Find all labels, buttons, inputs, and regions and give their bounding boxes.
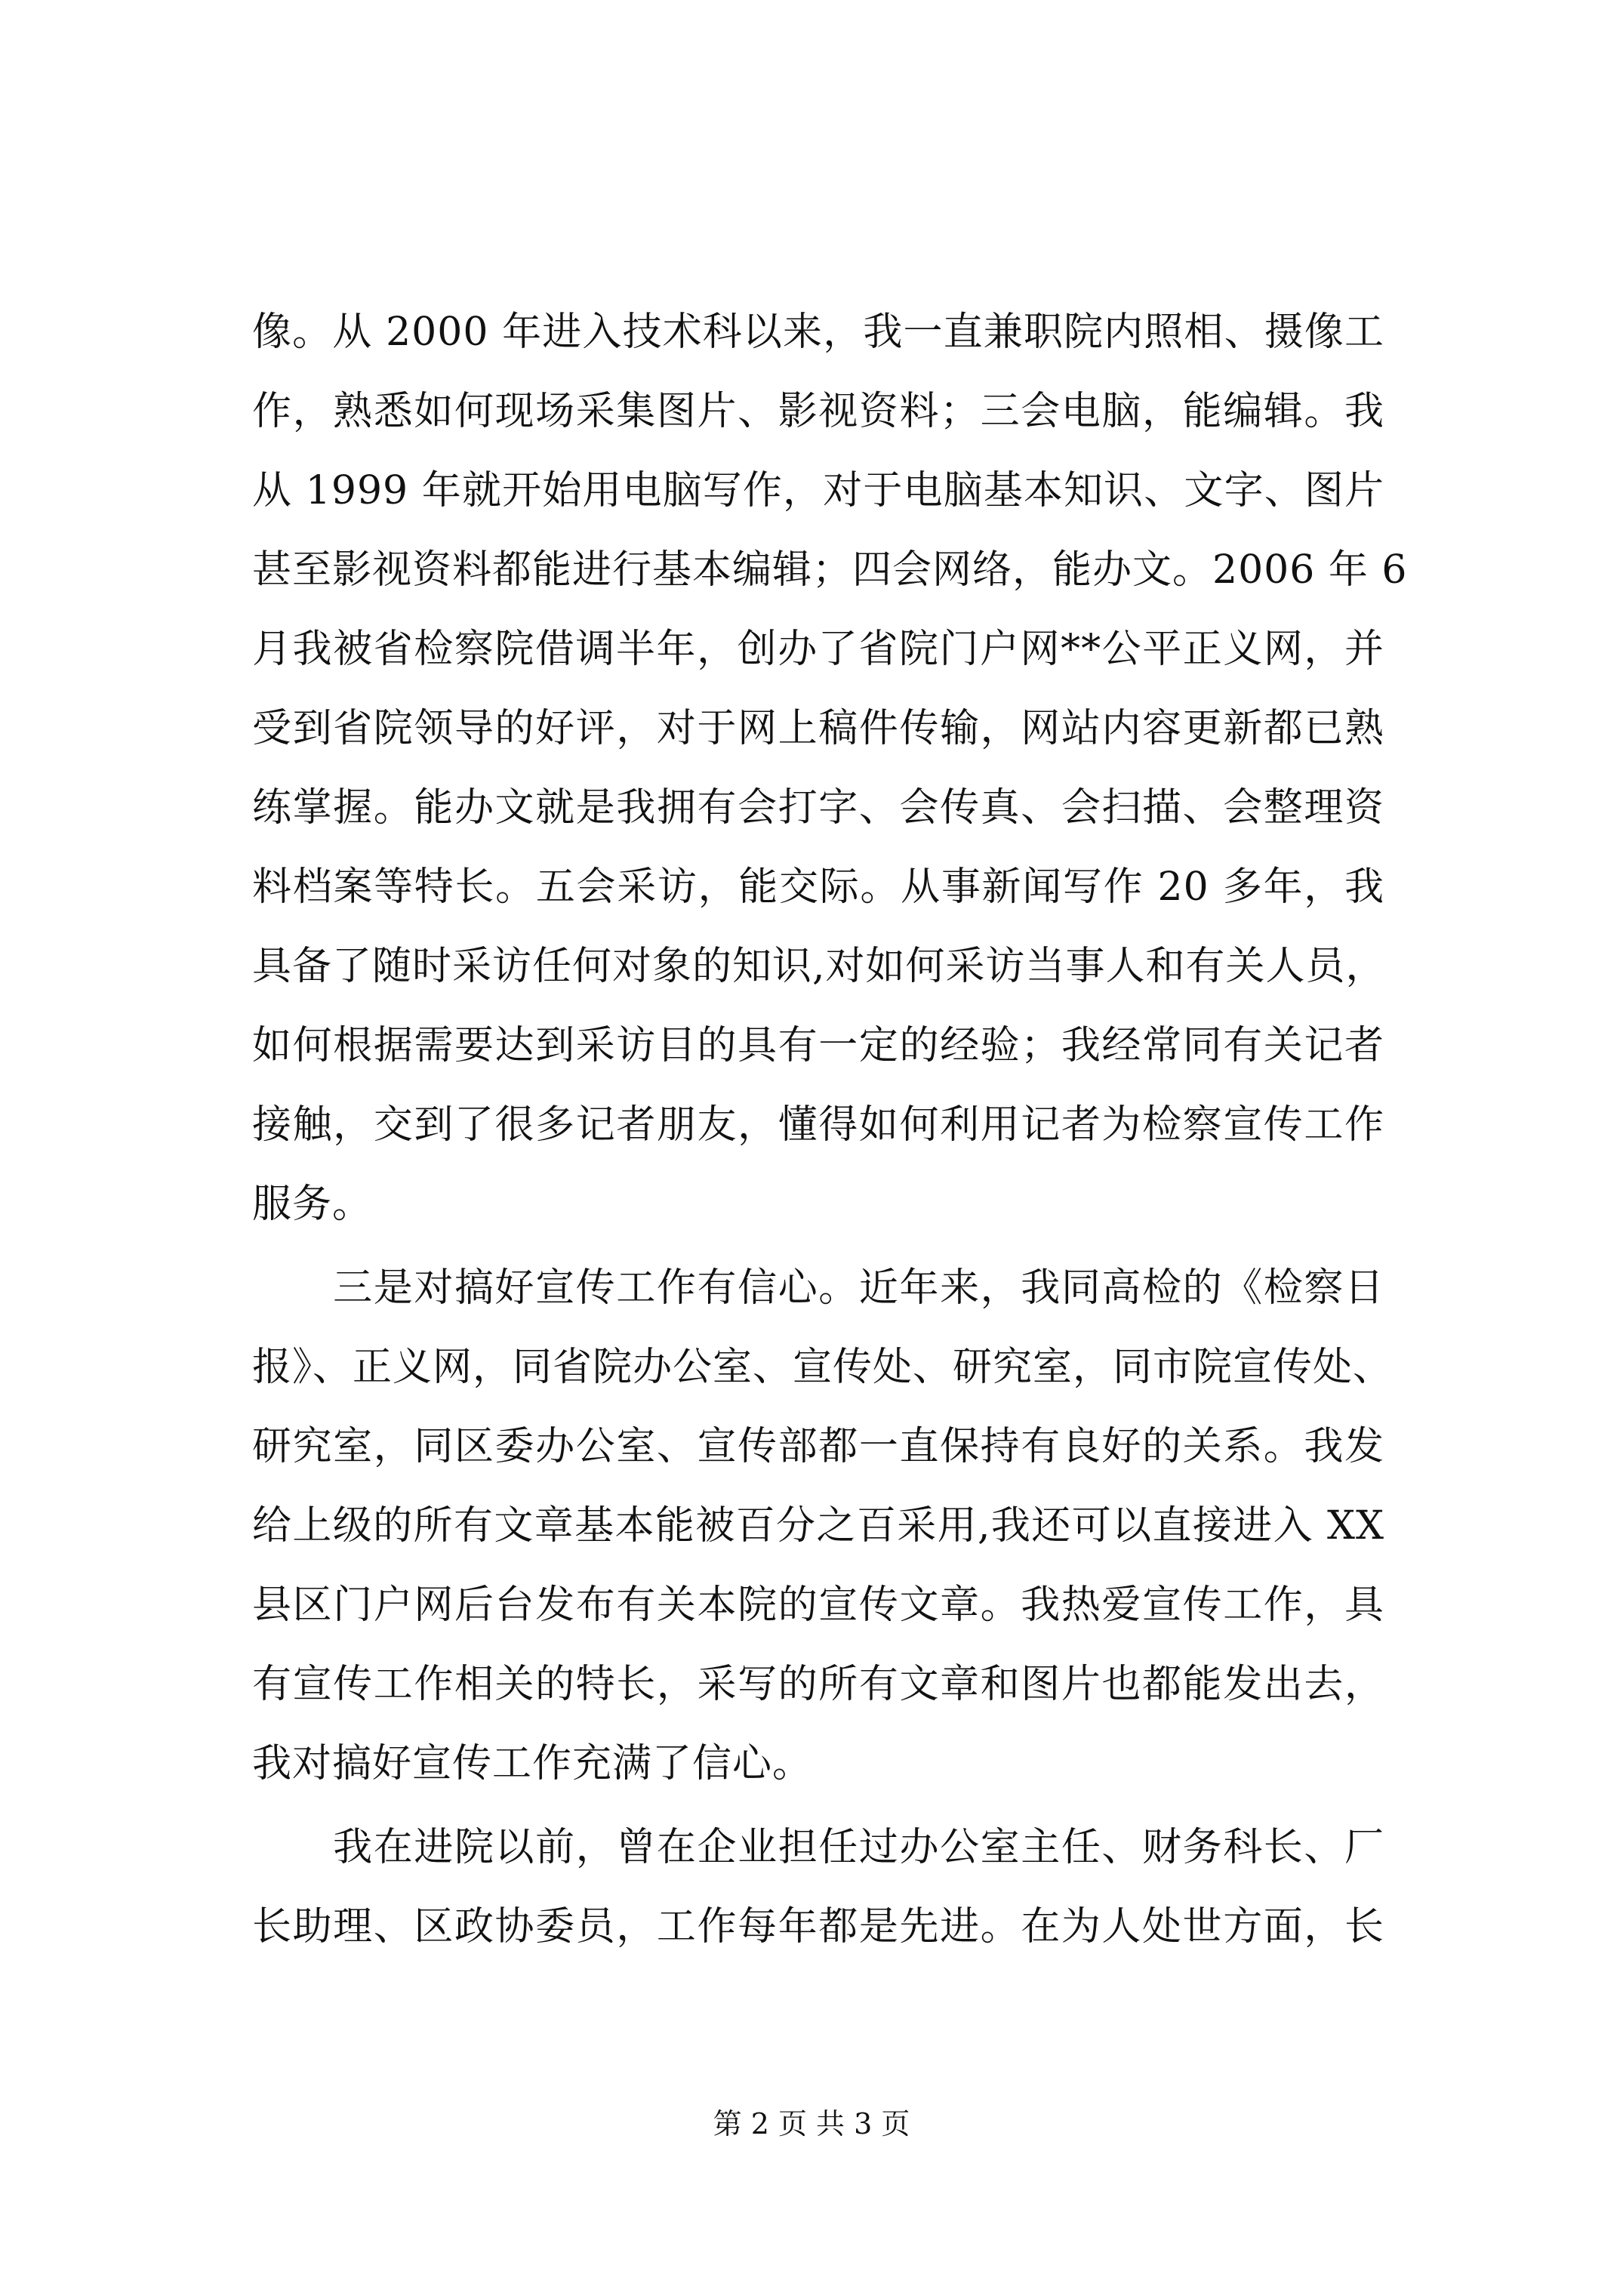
- paragraph: [252, 1808, 1384, 1967]
- text-line: 受到省院领导的好评，对于网上稿件传输，网站内容更新都已熟: [252, 706, 1384, 751]
- text-line: 报》、正义网，同省院办公室、宣传处、研究室，同市院宣传处、: [252, 1345, 1394, 1390]
- text-line: 甚至影视资料都能进行基本编辑；四会网络，能办文。2006 年 6: [252, 547, 1408, 593]
- text-line: 作，熟悉如何现场采集图片、影视资料；三会电脑，能编辑。我: [252, 389, 1384, 434]
- text-line: 给上级的所有文章基本能被百分之百采用,我还可以直接进入 XX: [252, 1503, 1384, 1549]
- text-line: 从 1999 年就开始用电脑写作，对于电脑基本知识、文字、图片: [252, 468, 1384, 513]
- text-line: 接触，交到了很多记者朋友，懂得如何利用记者为检察宣传工作: [252, 1102, 1384, 1148]
- text-line: 具备了随时采访任何对象的知识,对如何采访当事人和有关人员，: [252, 944, 1386, 989]
- page-footer: 第 2 页 共 3 页: [713, 2107, 910, 2140]
- text-line: 研究室，同区委办公室、宣传部都一直保持有良好的关系。我发: [252, 1424, 1384, 1469]
- text-line: 我在进院以前，曾在企业担任过办公室主任、财务科长、厂: [252, 1825, 1384, 1870]
- text-line: 服务。: [252, 1182, 373, 1227]
- paragraph: [252, 293, 1408, 1244]
- paragraph: [252, 1249, 1394, 1804]
- text-line: 我对搞好宣传工作充满了信心。: [252, 1741, 813, 1786]
- text-line: 如何根据需要达到采访目的具有一定的经验；我经常同有关记者: [252, 1023, 1384, 1068]
- text-line: 三是对搞好宣传工作有信心。近年来，我同高检的《检察日: [252, 1265, 1384, 1311]
- text-line: 有宣传工作相关的特长，采写的所有文章和图片也都能发出去，: [252, 1662, 1384, 1707]
- text-line: 长助理、区政协委员，工作每年都是先进。在为人处世方面，长: [252, 1904, 1384, 1949]
- text-line: 月我被省检察院借调半年，创办了省院门户网**公平正义网，并: [252, 627, 1384, 672]
- body-text: [252, 293, 1408, 1967]
- text-line: 像。从 2000 年进入技术科以来，我一直兼职院内照相、摄像工: [252, 310, 1384, 355]
- text-line: 练掌握。能办文就是我拥有会打字、会传真、会扫描、会整理资: [252, 785, 1384, 831]
- text-line: 料档案等特长。五会采访，能交际。从事新闻写作 20 多年，我: [252, 864, 1384, 910]
- text-line: 县区门户网后台发布有关本院的宣传文章。我热爱宣传工作，具: [252, 1583, 1384, 1628]
